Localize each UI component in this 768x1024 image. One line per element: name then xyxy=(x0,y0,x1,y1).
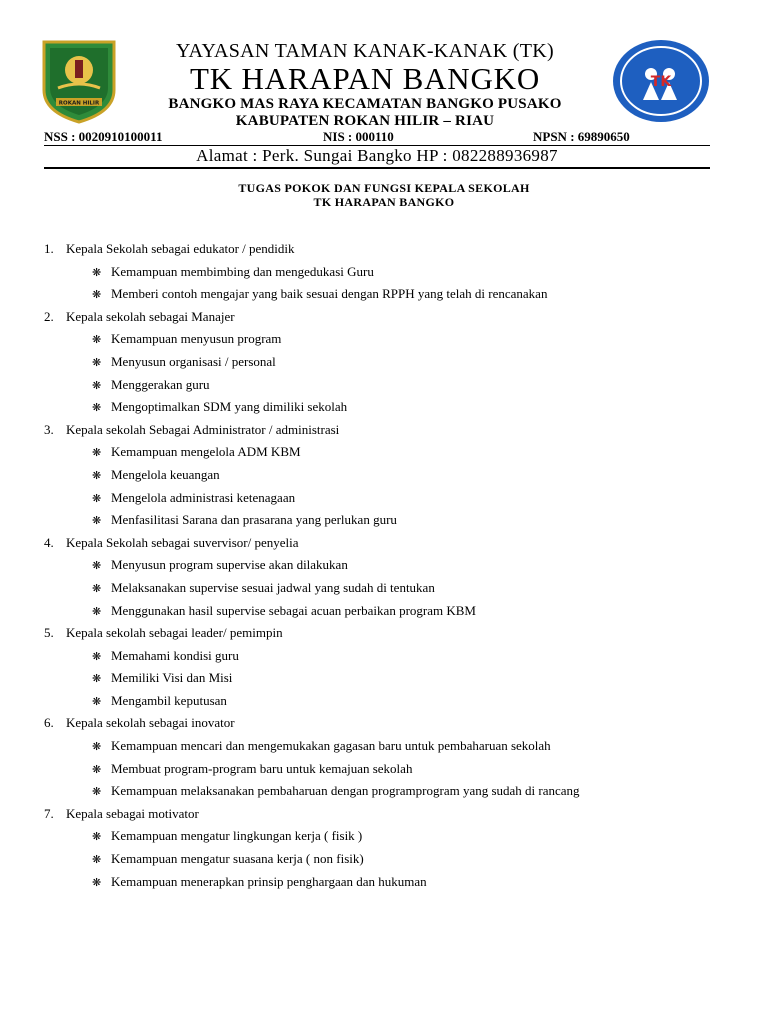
list-item xyxy=(44,735,724,758)
rokan-hilir-emblem-icon xyxy=(42,40,116,124)
list-item-text: Menyusun organisasi / personal xyxy=(111,353,276,369)
asterism-bullet-icon: ❋ xyxy=(92,673,102,686)
list-item xyxy=(44,283,724,306)
duty-section xyxy=(44,306,724,419)
list-item-text: Menyusun program supervise akan dilakukan xyxy=(111,557,348,573)
section-heading xyxy=(44,238,724,261)
section-title: Kepala sekolah sebagai leader/ pemimpin xyxy=(66,625,283,641)
list-item xyxy=(44,780,724,803)
school-name: TK HARAPAN BANGKO xyxy=(189,61,541,96)
duty-section xyxy=(44,622,724,712)
section-number: 1. xyxy=(44,241,54,256)
document-title: TUGAS POKOK DAN FUNGSI KEPALA SEKOLAH xyxy=(238,181,530,195)
duty-section xyxy=(44,238,724,306)
list-item-text: Memahami kondisi guru xyxy=(111,647,239,663)
asterism-bullet-icon: ❋ xyxy=(92,695,102,708)
list-item-text: Mengelola administrasi ketenagaan xyxy=(111,489,296,505)
section-title: Kepala sekolah sebagai Manajer xyxy=(66,308,235,324)
list-item-text: Kemampuan mengelola ADM KBM xyxy=(111,444,301,460)
list-item-text: Kemampuan menyusun program xyxy=(111,331,282,347)
section-title: Kepala sekolah Sebagai Administrator / administrasi xyxy=(66,421,340,437)
asterism-bullet-icon: ❋ xyxy=(92,334,102,347)
list-item xyxy=(44,441,724,464)
header-divider-thick xyxy=(44,167,710,169)
school-identifiers xyxy=(44,129,714,145)
right-logo-text: TK xyxy=(650,74,672,90)
list-item xyxy=(44,554,724,577)
asterism-bullet-icon: ❋ xyxy=(92,289,102,302)
asterism-bullet-icon: ❋ xyxy=(92,356,102,369)
npsn-number: NPSN : 69890650 xyxy=(533,129,630,144)
list-item-text: Menggunakan hasil supervise sebagai acuan perbaikan program KBM xyxy=(111,602,476,618)
list-item-text: Kemampuan mengatur lingkungan kerja ( fisik ) xyxy=(111,828,363,844)
section-title: Kepala sekolah sebagai inovator xyxy=(66,715,235,731)
section-heading xyxy=(44,532,724,555)
foundation-name: YAYASAN TAMAN KANAK-KANAK (TK) xyxy=(176,40,554,62)
list-item xyxy=(44,261,724,284)
tk-emblem-icon xyxy=(611,38,711,124)
left-logo-text: ROKAN HILIR xyxy=(58,100,100,107)
list-item xyxy=(44,396,724,419)
section-heading xyxy=(44,803,724,826)
section-number: 2. xyxy=(44,308,54,324)
asterism-bullet-icon: ❋ xyxy=(92,605,102,618)
list-item xyxy=(44,509,724,532)
duty-section xyxy=(44,712,724,802)
duties-list xyxy=(44,238,724,893)
document-subtitle: TK HARAPAN BANGKO xyxy=(313,195,455,209)
list-item-text: Kemampuan mencari dan mengemukakan gagasan baru untuk pembaharuan sekolah xyxy=(111,738,551,754)
list-item xyxy=(44,600,724,623)
list-item-text: Kemampuan menerapkan prinsip penghargaan dan hukuman xyxy=(111,873,427,889)
list-item-text: Memberi contoh mengajar yang baik sesuai dengan RPPH yang telah di rencanakan xyxy=(111,286,548,302)
section-number: 3. xyxy=(44,421,54,437)
asterism-bullet-icon: ❋ xyxy=(92,650,102,663)
nss-number: NSS : 0020910100011 xyxy=(44,129,163,144)
asterism-bullet-icon: ❋ xyxy=(92,741,102,754)
asterism-bullet-icon: ❋ xyxy=(92,786,102,799)
duty-section xyxy=(44,803,724,893)
asterism-bullet-icon: ❋ xyxy=(92,854,102,867)
list-item xyxy=(44,645,724,668)
list-item xyxy=(44,374,724,397)
section-number: 4. xyxy=(44,534,54,550)
asterism-bullet-icon: ❋ xyxy=(92,560,102,573)
asterism-bullet-icon: ❋ xyxy=(92,763,102,776)
section-number: 5. xyxy=(44,625,54,641)
nis-number: NIS : 000110 xyxy=(323,129,394,144)
list-item-text: Mengambil keputusan xyxy=(111,692,227,708)
section-number: 7. xyxy=(44,805,54,821)
asterism-bullet-icon: ❋ xyxy=(92,876,102,889)
list-item-text: Menggerakan guru xyxy=(111,376,210,392)
list-item xyxy=(44,577,724,600)
list-item xyxy=(44,328,724,351)
list-item-text: Menfasilitasi Sarana dan prasarana yang perlukan guru xyxy=(111,512,397,528)
list-item xyxy=(44,690,724,713)
duty-section xyxy=(44,532,724,622)
list-item-text: Memiliki Visi dan Misi xyxy=(111,670,233,686)
list-item-text: Mengelola keuangan xyxy=(111,466,220,482)
duty-section xyxy=(44,419,724,532)
list-item-text: Kemampuan melaksanakan pembaharuan dengan programprogram yang sudah di rancang xyxy=(111,783,580,799)
section-title: Kepala Sekolah sebagai edukator / pendidik xyxy=(66,241,295,256)
list-item xyxy=(44,351,724,374)
section-heading xyxy=(44,419,724,442)
section-heading xyxy=(44,622,724,645)
address-line-2: KABUPATEN ROKAN HILIR – RIAU xyxy=(235,113,495,129)
list-item xyxy=(44,464,724,487)
section-title: Kepala sebagai motivator xyxy=(66,805,199,821)
asterism-bullet-icon: ❋ xyxy=(92,515,102,528)
asterism-bullet-icon: ❋ xyxy=(92,582,102,595)
list-item-text: Kemampuan membimbing dan mengedukasi Guru xyxy=(111,263,374,279)
list-item xyxy=(44,871,724,894)
list-item xyxy=(44,487,724,510)
list-item xyxy=(44,758,724,781)
section-heading xyxy=(44,306,724,329)
asterism-bullet-icon: ❋ xyxy=(92,831,102,844)
asterism-bullet-icon: ❋ xyxy=(92,402,102,415)
list-item-text: Membuat program-program baru untuk kemajuan sekolah xyxy=(111,760,413,776)
address-line-1: BANGKO MAS RAYA KECAMATAN BANGKO PUSAKO xyxy=(168,96,562,112)
asterism-bullet-icon: ❋ xyxy=(92,266,102,279)
list-item xyxy=(44,848,724,871)
school-address: Alamat : Perk. Sungai Bangko HP : 082288936987 xyxy=(196,146,558,165)
asterism-bullet-icon: ❋ xyxy=(92,447,102,460)
list-item-text: Kemampuan mengatur suasana kerja ( non fisik) xyxy=(111,851,364,867)
list-item-text: Melaksanakan supervise sesuai jadwal yang sudah di tentukan xyxy=(111,579,435,595)
section-heading xyxy=(44,712,724,735)
list-item xyxy=(44,667,724,690)
asterism-bullet-icon: ❋ xyxy=(92,469,102,482)
list-item xyxy=(44,825,724,848)
list-item-text: Mengoptimalkan SDM yang dimiliki sekolah xyxy=(111,399,348,415)
section-title: Kepala Sekolah sebagai suvervisor/ penyelia xyxy=(66,534,299,550)
section-number: 6. xyxy=(44,715,54,731)
asterism-bullet-icon: ❋ xyxy=(92,492,102,505)
asterism-bullet-icon: ❋ xyxy=(92,379,102,392)
